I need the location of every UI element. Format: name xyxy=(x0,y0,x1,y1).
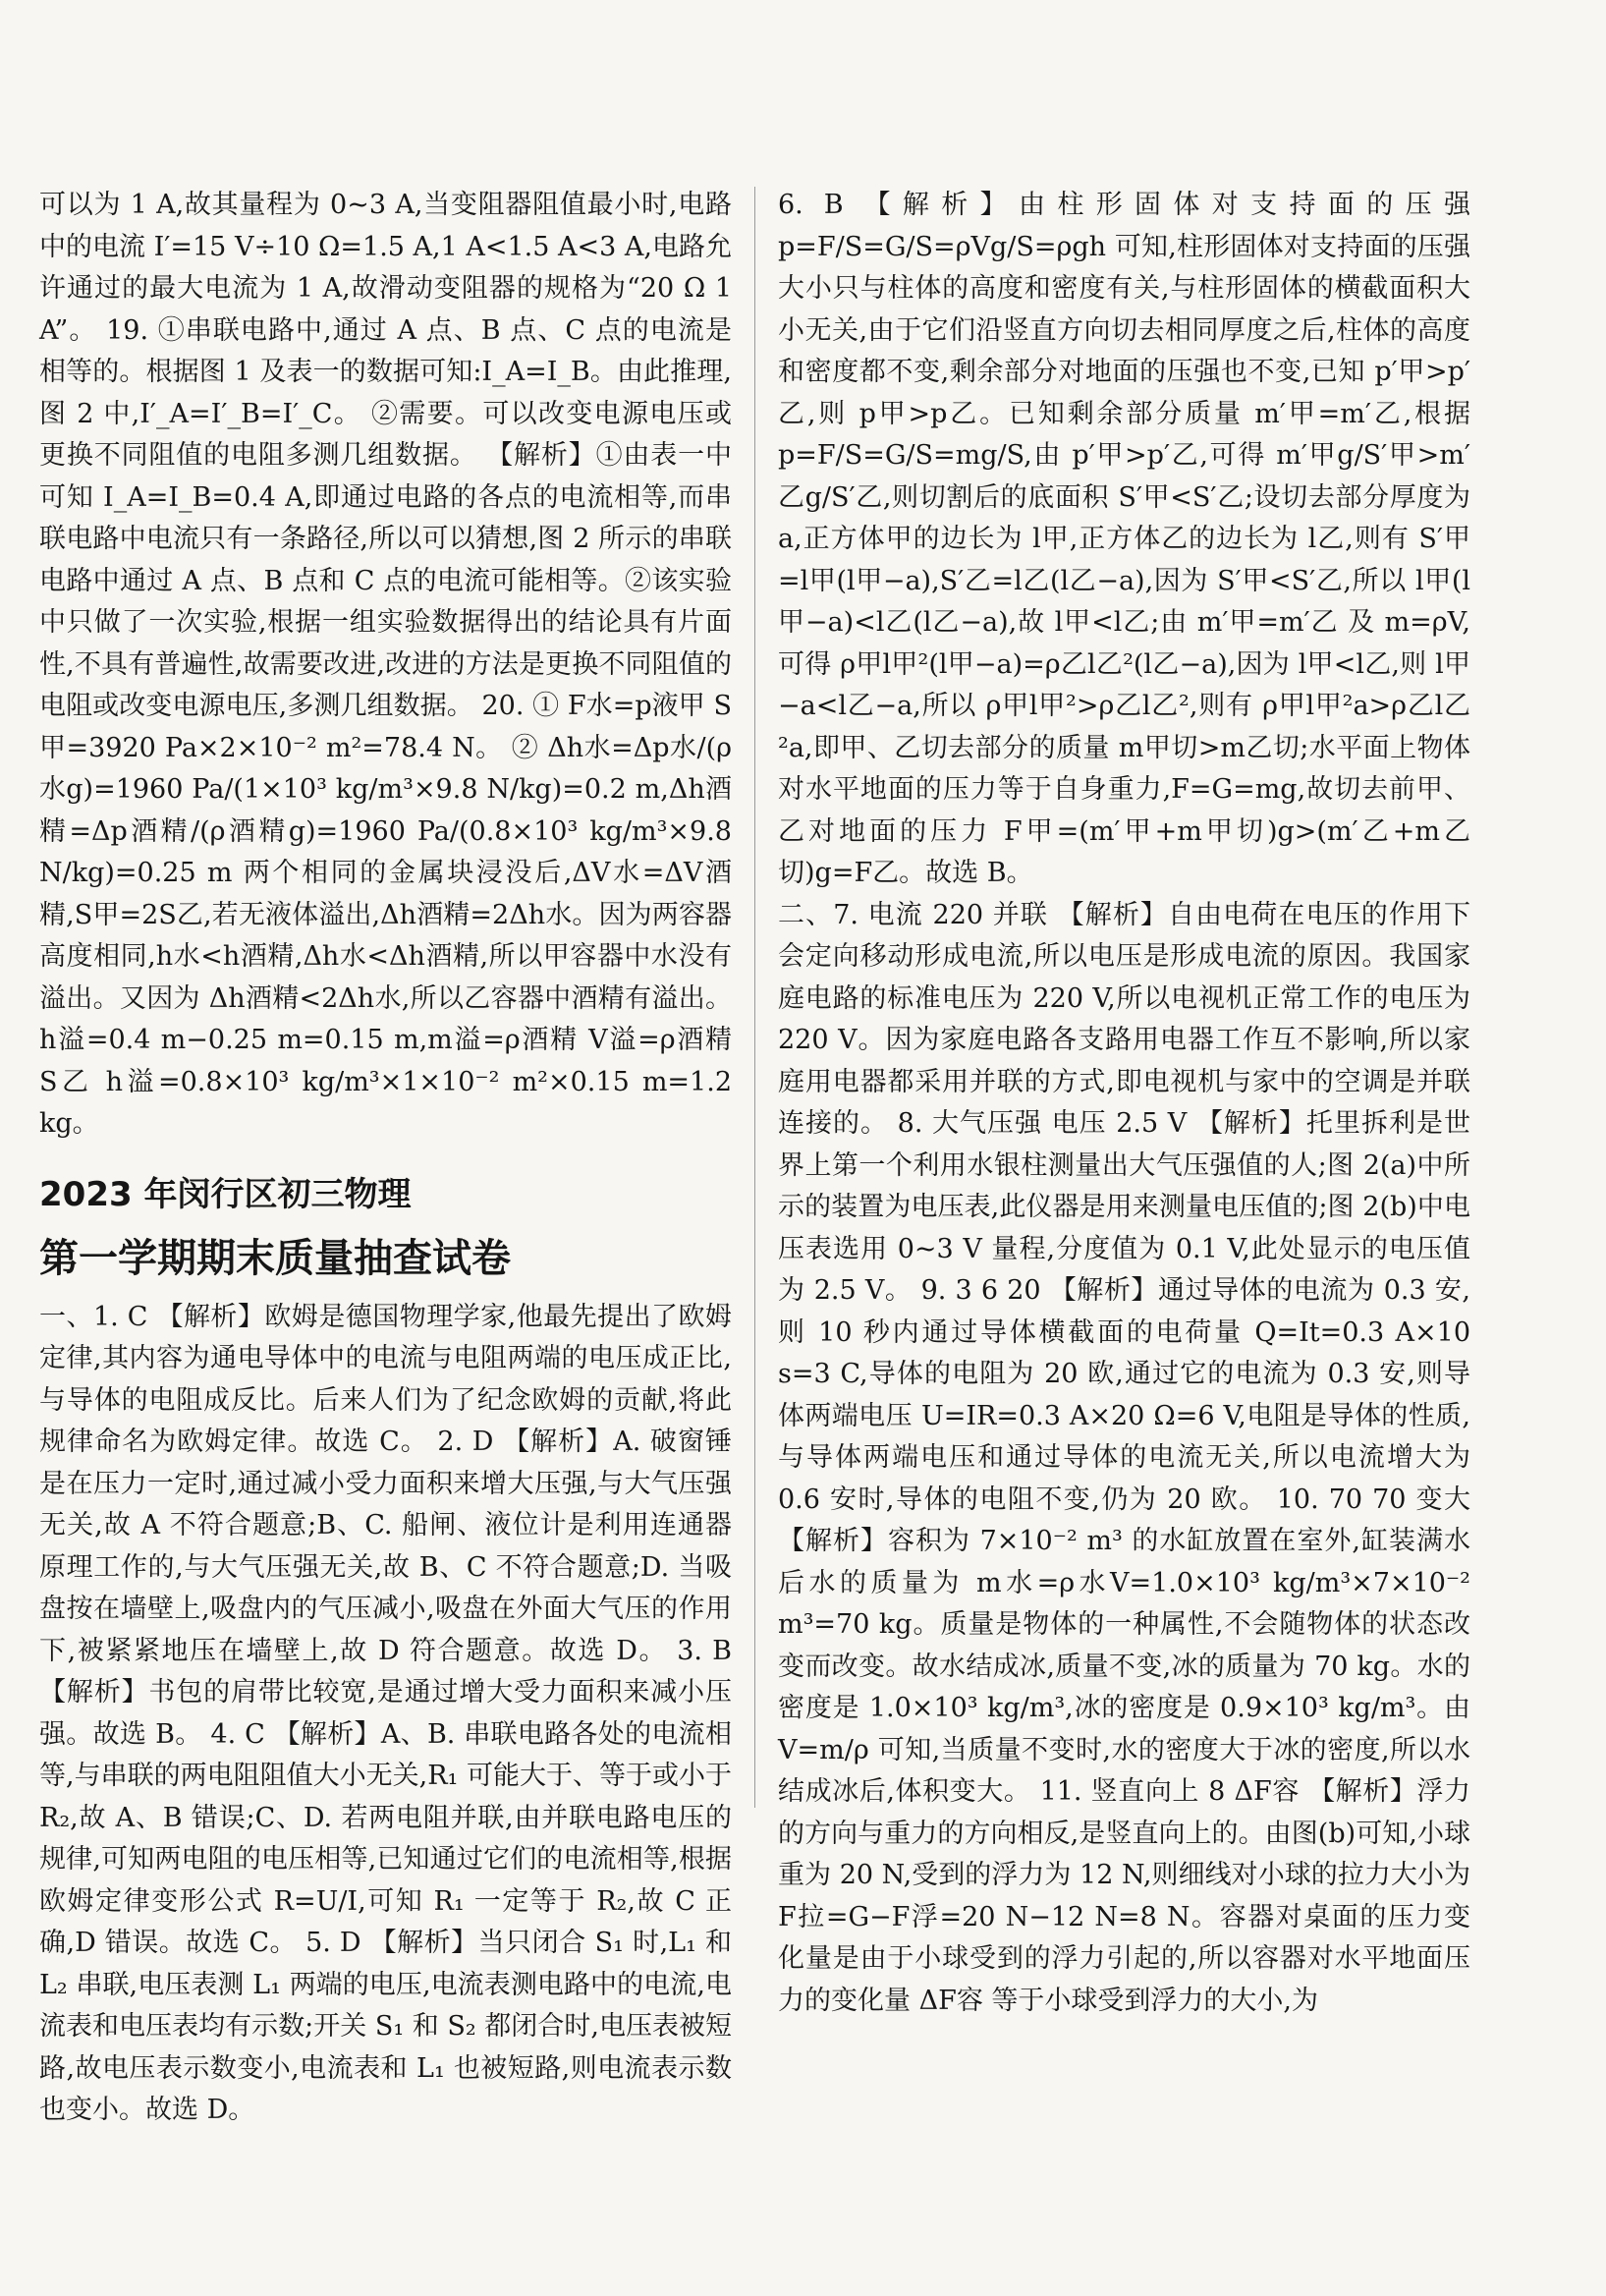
right-column xyxy=(778,185,1470,2022)
answer-text-block: 6. B 【解析】由柱形固体对支持面的压强 p=F/S=G/S=ρVg/S=ρgh 可知,柱形固体对支持面的压强大小只与柱体的高度和密度有关,与柱形固体的横截面积大小无关,由于它们沿竖直方向切去相同厚度之后,柱体的高度和密度都不变,剩余部分对地面的压强也不变,已知 p′甲>p′乙,则 p甲>p乙。已知剩余部分质量 m′甲=m′乙,根据 p=F/S=G/S=mg/S,由 p′甲>p′乙,可得 m′甲g/S′甲>m′乙g/S′乙,则切割后的底面积 S′甲<S′乙;设切去部分厚度为 a,正方体甲的边长为 l甲,正方体乙的边长为 l乙,则有 S′甲=l甲(l甲−a),S′乙=l乙(l乙−a),因为 S′甲<S′乙,所以 l甲(l甲−a)<l乙(l乙−a),故 l甲<l乙;由 m′甲=m′乙 及 m=ρV,可得 ρ甲l甲²(l甲−a)=ρ乙l乙²(l乙−a),因为 l甲<l乙,则 l甲−a<l乙−a,所以 ρ甲l甲²>ρ乙l乙²,则有 ρ甲l甲²a>ρ乙l乙²a,即甲、乙切去部分的质量 m甲切>m乙切;水平面上物体对水平地面的压力等于自身重力,F=G=mg,故切去前甲、乙对地面的压力 F甲=(m′甲+m甲切)g>(m′乙+m乙切)g=F乙。故选 B。 xyxy=(778,190,1470,888)
column-divider xyxy=(754,187,755,1808)
exam-title-year-district: 2023 年闵行区初三物理 xyxy=(39,1174,412,1214)
answer-text-block: 可以为 1 A,故其量程为 0~3 A,当变阻器阻值最小时,电路中的电流 I′=15 V÷10 Ω=1.5 A,1 A<1.5 A<3 A,电路允许通过的最大电流为 1 A,故滑动变阻器的规格为“20 Ω 1 A”。 19. ①串联电路中,通过 A 点、B 点、C 点的电流是相等的。根据图 1 及表一的数据可知:I_A=I_B。由此推理,图 2 中,I′_A=I′_B=I′_C。 ②需要。可以改变电源电压或更换不同阻值的电阻多测几组数据。 【解析】①由表一中可知 I_A=I_B=0.4 A,即通过电路的各点的电流相等,而串联电路中电流只有一条路径,所以可以猜想,图 2 所示的串联电路中通过 A 点、B 点和 C 点的电流可能相等。②该实验中只做了一次实验,根据一组实验数据得出的结论具有片面性,不具有普遍性,故需要改进,改进的方法是更换不同阻值的电阻或改变电源电压,多测几组数据。 20. ① F水=p液甲 S甲=3920 Pa×2×10⁻² m²=78.4 N。 ② Δh水=Δp水/(ρ水g)=1960 Pa/(1×10³ kg/m³×9.8 N/kg)=0.2 m,Δh酒精=Δp酒精/(ρ酒精g)=1960 Pa/(0.8×10³ kg/m³×9.8 N/kg)=0.25 m 两个相同的金属块浸没后,ΔV水=ΔV酒精,S甲=2S乙,若无液体溢出,Δh酒精=2Δh水。因为两容器高度相同,h水<h酒精,Δh水<Δh酒精,所以甲容器中水没有溢出。又因为 Δh酒精<2Δh水,所以乙容器中酒精有溢出。h溢=0.4 m−0.25 m=0.15 m,m溢=ρ酒精 V溢=ρ酒精 S乙 h溢=0.8×10³ kg/m³×1×10⁻² m²×0.15 m=1.2 kg。 xyxy=(39,190,732,1139)
answer-text-block: 二、7. 电流 220 并联 【解析】自由电荷在电压的作用下会定向移动形成电流,所以电压是形成电流的原因。我国家庭电路的标准电压为 220 V,所以电视机正常工作的电压为 220 V。因为家庭电路各支路用电器工作互不影响,所以家庭用电器都采用并联的方式,即电视机与家中的空调是并联连接的。 8. 大气压强 电压 2.5 V 【解析】托里拆利是世界上第一个利用水银柱测量出大气压强值的人;图 2(a)中所示的装置为电压表,此仪器是用来测量电压值的;图 2(b)中电压表选用 0~3 V 量程,分度值为 0.1 V,此处显示的电压值为 2.5 V。 9. 3 6 20 【解析】通过导体的电流为 0.3 安,则 10 秒内通过导体横截面的电荷量 Q=It=0.3 A×10 s=3 C,导体的电阻为 20 欧,通过它的电流为 0.3 安,则导体两端电压 U=IR=0.3 A×20 Ω=6 V,电阻是导体的性质,与导体两端电压和通过导体的电流无关,所以电流增大为 0.6 安时,导体的电阻不变,仍为 20 欧。 10. 70 70 变大 【解析】容积为 7×10⁻² m³ 的水缸放置在室外,缸装满水后水的质量为 m水=ρ水V=1.0×10³ kg/m³×7×10⁻² m³=70 kg。质量是物体的一种属性,不会随物体的状态改变而改变。故水结成冰,质量不变,冰的质量为 70 kg。水的密度是 1.0×10³ kg/m³,冰的密度是 0.9×10³ kg/m³。由 V=m/ρ 可知,当质量不变时,水的密度大于冰的密度,所以水结成冰后,体积变大。 11. 竖直向上 8 ΔF容 【解析】浮力的方向与重力的方向相反,是竖直向上的。由图(b)可知,小球重为 20 N,受到的浮力为 12 N,则细线对小球的拉力大小为 F拉=G−F浮=20 N−12 N=8 N。容器对桌面的压力变化量是由于小球受到的浮力引起的,所以容器对水平地面压力的变化量 ΔF容 等于小球受到浮力的大小,为 xyxy=(778,899,1471,2016)
exam-title-name: 第一学期期末质量抽查试卷 xyxy=(39,1235,511,1281)
left-column xyxy=(39,185,732,2132)
answer-text-block: 一、1. C 【解析】欧姆是德国物理学家,他最先提出了欧姆定律,其内容为通电导体中的电流与电阻两端的电压成正比,与导体的电阻成反比。后来人们为了纪念欧姆的贡献,将此规律命名为欧姆定律。故选 C。 2. D 【解析】A. 破窗锤是在压力一定时,通过减小受力面积来增大压强,与大气压强无关,故 A 不符合题意;B、C. 船闸、液位计是利用连通器原理工作的,与大气压强无关,故 B、C 不符合题意;D. 当吸盘按在墙壁上,吸盘内的气压减小,吸盘在外面大气压的作用下,被紧紧地压在墙壁上,故 D 符合题意。故选 D。 3. B 【解析】书包的肩带比较宽,是通过增大受力面积来减小压强。故选 B。 4. C 【解析】A、B. 串联电路各处的电流相等,与串联的两电阻阻值大小无关,R₁ 可能大于、等于或小于 R₂,故 A、B 错误;C、D. 若两电阻并联,由并联电路电压的规律,可知两电阻的电压相等,已知通过它们的电流相等,根据欧姆定律变形公式 R=U/I,可知 R₁ 一定等于 R₂,故 C 正确,D 错误。故选 C。 5. D 【解析】当只闭合 S₁ 时,L₁ 和 L₂ 串联,电压表测 L₁ 两端的电压,电流表测电路中的电流,电流表和电压表均有示数;开关 S₁ 和 S₂ 都闭合时,电压表被短路,故电压表示数变小,电流表和 L₁ 也被短路,则电流表示数也变小。故选 D。 xyxy=(39,1301,732,2125)
